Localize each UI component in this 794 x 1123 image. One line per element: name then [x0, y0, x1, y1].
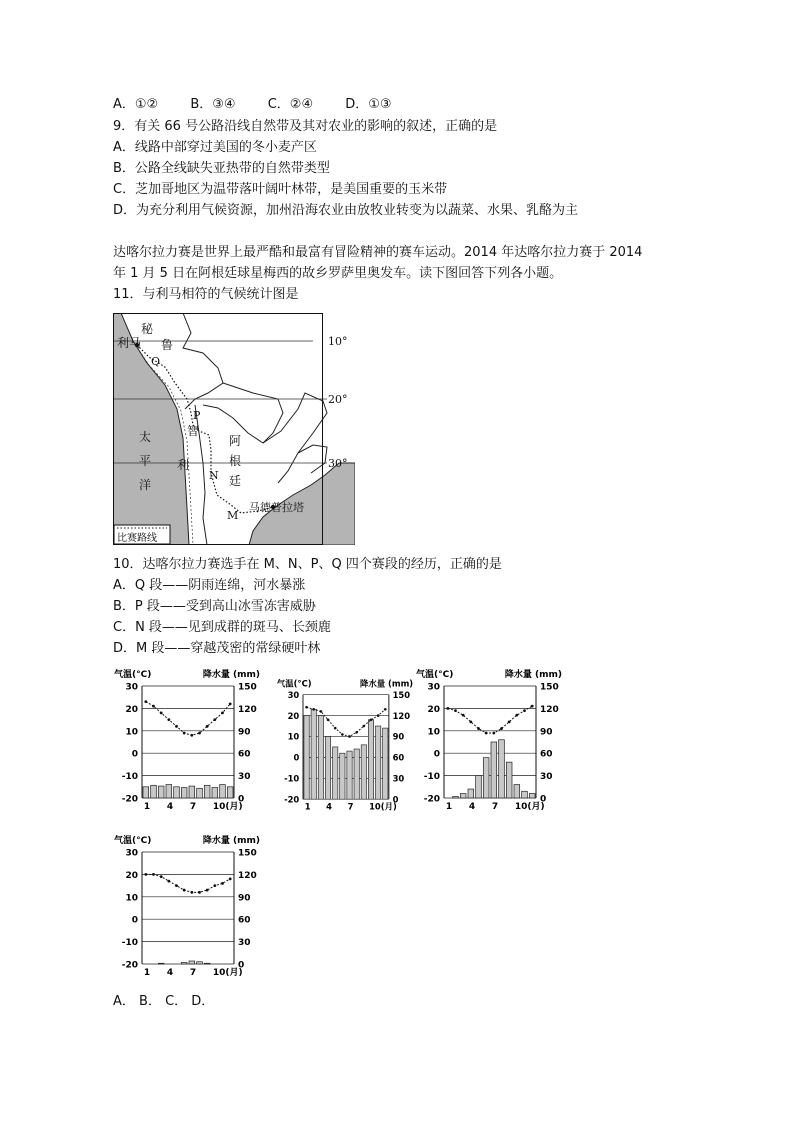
precip-bar	[158, 786, 164, 798]
temp-tick-label: 20	[427, 704, 440, 715]
precip-bar	[318, 716, 323, 800]
precip-axis-title: 降水量 (mm)	[504, 670, 562, 680]
temperature-point	[320, 710, 323, 713]
precip-tick-label: 30	[392, 773, 405, 784]
temperature-point	[334, 727, 337, 730]
temperature-point	[454, 709, 457, 712]
q9-stem: 9．有关 66 号公路沿线自然带及其对农业的影响的叙述，正确的是	[113, 119, 498, 134]
precip-tick-label: 120	[392, 710, 411, 721]
label-peru-1: 秘	[141, 322, 154, 336]
precip-tick-label: 150	[392, 689, 411, 700]
label-madryn: 马德普拉塔	[249, 501, 304, 514]
precip-bar	[375, 726, 380, 799]
temperature-point	[152, 873, 155, 876]
month-tick-label: 1	[445, 802, 453, 812]
temperature-point	[355, 731, 358, 734]
precip-bar	[361, 745, 366, 799]
q8-option-a: A．①②	[113, 97, 159, 112]
label-pacific-3: 洋	[139, 478, 152, 492]
q10-option-c: C．N 段——见到成群的斑马、长颈鹿	[113, 620, 331, 635]
q11-stem: 11．与利马相符的气候统计图是	[113, 287, 299, 302]
precip-bar	[340, 753, 345, 799]
month-tick-label: 1	[143, 802, 151, 812]
south-america-map	[113, 313, 355, 545]
precip-tick-label: 120	[238, 704, 257, 715]
intro-line-2: 年 1 月 5 日在阿根廷球星梅西的故乡罗萨里奥发车。读下图回答下列各小题。	[113, 266, 563, 281]
precip-tick-label: 90	[238, 727, 251, 738]
month-tick-label: 1	[143, 968, 151, 978]
temperature-point	[305, 706, 308, 709]
precip-bar	[181, 788, 187, 798]
precip-tick-label: 0	[238, 960, 245, 971]
precip-bar	[325, 736, 330, 799]
temperature-point	[206, 889, 209, 892]
temperature-point	[198, 732, 201, 735]
temperature-line	[448, 706, 532, 733]
temperature-point	[183, 889, 186, 892]
precip-tick-label: 30	[238, 772, 251, 783]
temperature-point	[160, 875, 163, 878]
temp-tick-label: -20	[121, 960, 138, 971]
q8-option-d: D．①③	[345, 97, 392, 112]
precip-axis-title: 降水量 (mm)	[359, 678, 414, 689]
temp-tick-label: 10	[287, 731, 300, 742]
q10-option-b: B．P 段——受到高山冰雪冻害威胁	[113, 599, 316, 614]
month-tick-label: 4	[166, 968, 174, 978]
temp-tick-label: 0	[131, 749, 138, 760]
q8-options	[113, 96, 420, 114]
precip-bar	[158, 963, 164, 964]
month-tick-label: 4	[326, 801, 333, 812]
precip-bar	[506, 762, 512, 798]
label-n: N	[209, 469, 219, 482]
precip-tick-label: 60	[238, 749, 251, 760]
temp-axis-title: 气温(°C)	[114, 836, 152, 846]
label-lima: 利马	[117, 336, 142, 350]
precip-axis-title: 降水量 (mm)	[202, 836, 260, 846]
precip-bar	[483, 758, 489, 798]
label-lat-30: 30°	[328, 457, 348, 470]
label-argentina-1: 阿	[229, 434, 242, 448]
temp-tick-label: -20	[284, 794, 300, 805]
precip-tick-label: 0	[238, 794, 245, 805]
temperature-point	[190, 891, 193, 894]
temperature-point	[229, 877, 232, 880]
climate-chart-2	[270, 676, 420, 816]
temperature-point	[341, 733, 344, 736]
temperature-point	[190, 734, 193, 737]
month-tick-label: 1	[304, 801, 311, 812]
legend-label: 比赛路线	[117, 533, 157, 544]
label-m: M	[227, 509, 239, 522]
temperature-point	[384, 708, 387, 711]
temperature-line	[146, 702, 230, 736]
precip-bar	[468, 789, 474, 798]
precip-bar	[189, 961, 195, 964]
precip-bar	[383, 728, 388, 799]
temperature-point	[363, 725, 366, 728]
temp-tick-label: 10	[125, 893, 138, 904]
temp-tick-label: 20	[125, 870, 138, 881]
temperature-point	[144, 700, 147, 703]
temp-tick-label: -10	[423, 772, 440, 783]
precip-tick-label: 30	[238, 938, 251, 949]
precip-tick-label: 60	[540, 749, 553, 760]
temp-tick-label: 30	[125, 682, 138, 693]
month-tick-label: 7	[189, 802, 197, 812]
temperature-point	[221, 711, 224, 714]
temp-tick-label: 0	[131, 915, 138, 926]
month-tick-label: 10(月)	[514, 802, 545, 812]
precip-bar	[460, 794, 466, 798]
month-tick-label: 4	[166, 802, 174, 812]
temp-tick-label: 0	[293, 752, 300, 763]
temp-tick-label: 0	[433, 749, 440, 760]
temp-axis-title: 气温(°C)	[114, 670, 152, 680]
precip-tick-label: 60	[238, 915, 251, 926]
precip-bar	[143, 787, 149, 798]
precip-tick-label: 0	[392, 794, 399, 805]
temperature-point	[167, 880, 170, 883]
precip-bar	[166, 785, 172, 798]
precip-tick-label: 150	[238, 848, 257, 859]
label-q: Q	[151, 355, 161, 368]
temperature-point	[531, 705, 534, 708]
month-tick-label: 10(月)	[212, 968, 243, 978]
precip-bar	[151, 785, 157, 798]
label-p: P	[193, 409, 201, 422]
label-chile-1: 智	[187, 424, 200, 438]
q9-option-a: A．线路中部穿过美国的冬小麦产区	[113, 140, 317, 155]
precip-bar	[354, 749, 359, 799]
temp-tick-label: 20	[287, 710, 300, 721]
precip-bar	[311, 709, 316, 799]
q10-option-a: A．Q 段——阴雨连绵，河水暴涨	[113, 578, 306, 593]
q9-option-d: D．为充分利用气候资源，加州沿海农业由放牧业转变为以蔬菜、水果、乳酪为主	[113, 203, 579, 218]
precip-bar	[227, 787, 233, 798]
climate-chart-3	[414, 666, 564, 816]
precip-bar	[453, 797, 459, 798]
precip-bar	[204, 785, 210, 798]
precip-tick-label: 90	[540, 727, 553, 738]
temperature-point	[327, 718, 330, 721]
temp-tick-label: 30	[287, 689, 300, 700]
temp-tick-label: 30	[427, 682, 440, 693]
temp-tick-label: 20	[125, 704, 138, 715]
temperature-point	[229, 703, 232, 706]
precip-tick-label: 150	[540, 682, 559, 693]
temperature-point	[477, 727, 480, 730]
temperature-point	[348, 735, 351, 738]
label-chile-2: 利	[177, 458, 190, 472]
intro-line-1: 达喀尔拉力赛是世界上最严酷和最富有冒险精神的赛车运动。2014 年达喀尔拉力赛于 2014	[113, 245, 643, 260]
precip-bar	[476, 776, 482, 798]
precip-bar	[174, 787, 180, 798]
temperature-point	[198, 891, 201, 894]
temperature-point	[213, 884, 216, 887]
precip-tick-label: 120	[238, 870, 257, 881]
precip-bar	[347, 751, 352, 799]
temp-axis-title: 气温(°C)	[416, 670, 454, 680]
temp-axis-title: 气温(°C)	[276, 678, 312, 689]
temp-tick-label: -10	[121, 938, 138, 949]
temperature-point	[144, 873, 147, 876]
temperature-point	[523, 709, 526, 712]
temperature-point	[206, 725, 209, 728]
climate-chart-1	[112, 666, 262, 816]
precip-bar	[189, 786, 195, 798]
temperature-point	[152, 705, 155, 708]
month-tick-label: 10(月)	[369, 801, 397, 812]
precip-bar	[304, 716, 309, 800]
temperature-point	[515, 714, 518, 717]
precip-bar	[204, 963, 210, 964]
temp-tick-label: 30	[125, 848, 138, 859]
precip-bar	[220, 785, 226, 798]
precip-bar	[529, 794, 535, 798]
q8-option-b: B．③④	[190, 97, 236, 112]
temperature-point	[312, 708, 315, 711]
q9-option-b: B．公路全线缺失亚热带的自然带类型	[113, 161, 330, 176]
temperature-point	[377, 714, 380, 717]
temperature-point	[183, 732, 186, 735]
label-lat-20: 20°	[328, 393, 348, 406]
month-tick-label: 7	[491, 802, 499, 812]
temperature-point	[500, 727, 503, 730]
precip-bar	[368, 720, 373, 799]
temperature-point	[167, 718, 170, 721]
precip-tick-label: 30	[540, 772, 553, 783]
precip-tick-label: 120	[540, 704, 559, 715]
temperature-point	[175, 725, 178, 728]
temperature-point	[370, 718, 373, 721]
temperature-point	[160, 711, 163, 714]
q8-option-c: C．②④	[267, 97, 314, 112]
climate-chart-4	[112, 832, 262, 982]
temp-tick-label: -20	[121, 794, 138, 805]
q9-option-c: C．芝加哥地区为温带落叶阔叶林带，是美国重要的玉米带	[113, 182, 448, 197]
label-peru-2: 鲁	[161, 338, 174, 352]
label-pacific-1: 太	[139, 430, 152, 444]
precip-bar	[181, 963, 187, 964]
temp-tick-label: -20	[423, 794, 440, 805]
precip-bar	[333, 747, 338, 799]
temperature-line	[146, 874, 230, 892]
temperature-point	[446, 707, 449, 710]
temperature-point	[485, 732, 488, 735]
precip-bar	[197, 788, 203, 798]
precip-bar	[212, 788, 218, 798]
temperature-point	[221, 882, 224, 885]
precip-tick-label: 90	[238, 893, 251, 904]
precip-tick-label: 60	[392, 752, 405, 763]
month-tick-label: 4	[468, 802, 476, 812]
temperature-point	[469, 720, 472, 723]
month-tick-label: 7	[347, 801, 354, 812]
temperature-point	[213, 718, 216, 721]
temp-tick-label: 10	[125, 727, 138, 738]
temp-tick-label: -10	[284, 773, 300, 784]
temp-tick-label: -10	[121, 772, 138, 783]
precip-tick-label: 90	[392, 731, 405, 742]
precip-tick-label: 150	[238, 682, 257, 693]
q10-stem: 10．达喀尔拉力赛选手在 M、N、P、Q 四个赛段的经历，正确的是	[113, 557, 502, 572]
answer-options: A． B． C． D．	[113, 994, 215, 1009]
temperature-point	[508, 720, 511, 723]
temperature-point	[462, 714, 465, 717]
precip-bar	[499, 740, 505, 798]
precip-bar	[514, 785, 520, 798]
precip-bar	[197, 962, 203, 964]
label-lat-10: 10°	[328, 335, 348, 348]
precip-axis-title: 降水量 (mm)	[202, 670, 260, 680]
precip-bar	[522, 791, 528, 798]
precip-bar	[491, 742, 497, 798]
temperature-point	[175, 884, 178, 887]
month-tick-label: 7	[189, 968, 197, 978]
label-argentina-2: 根	[229, 454, 242, 468]
month-tick-label: 10(月)	[212, 802, 243, 812]
q10-option-d: D．M 段——穿越茂密的常绿硬叶林	[113, 641, 321, 656]
label-argentina-3: 廷	[229, 474, 242, 488]
precip-tick-label: 0	[540, 794, 547, 805]
label-pacific-2: 平	[139, 454, 152, 468]
temperature-point	[492, 732, 495, 735]
temp-tick-label: 10	[427, 727, 440, 738]
